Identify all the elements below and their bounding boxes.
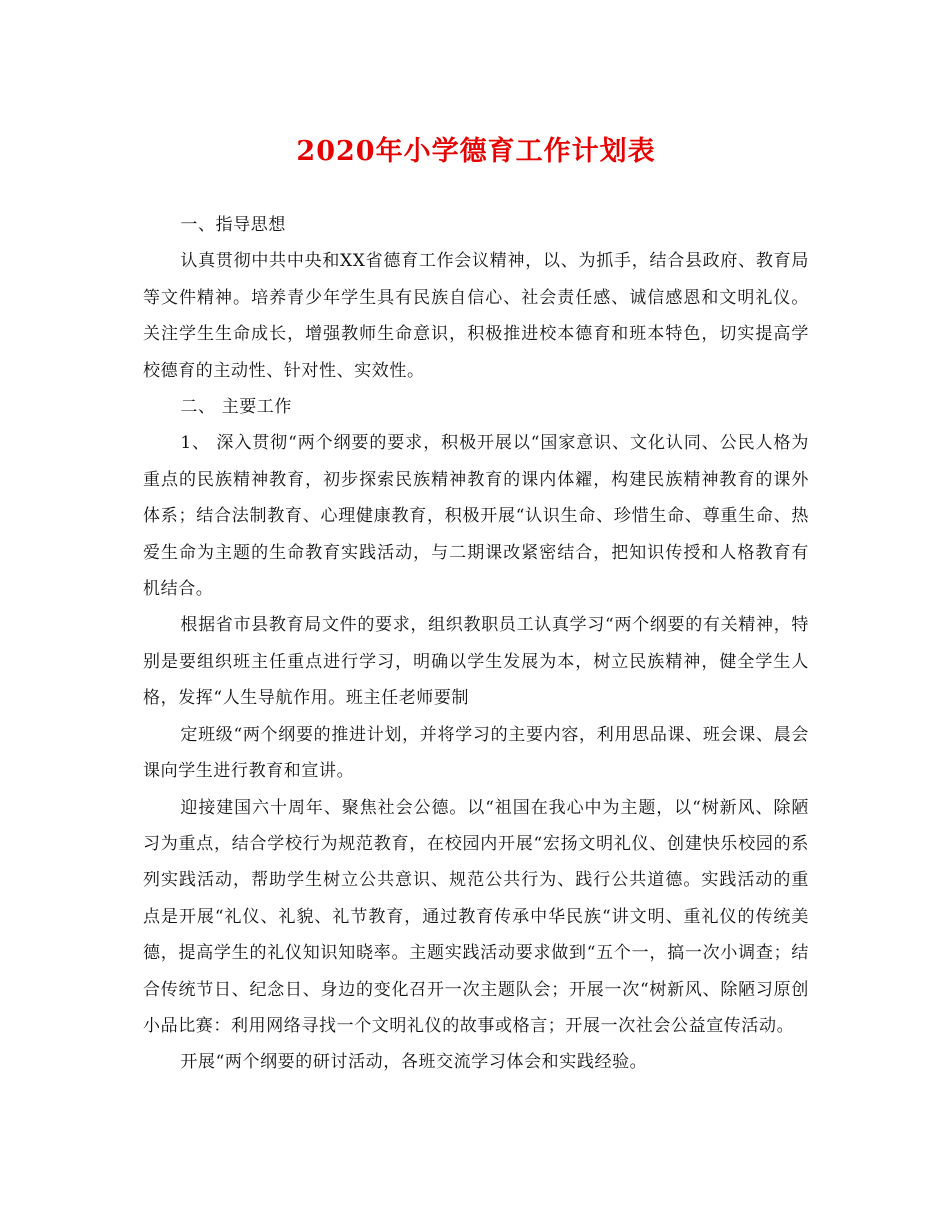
- paragraph: 1、 深入贯彻“两个纲要的要求，积极开展以“国家意识、文化认同、公民人格为重点的民族精神教育，初步探索民族精神教育的课内体糴，构建民族精神教育的课外体系；结合法制教育、心理健康教育，积极开展“认识生命、珍惜生命、尊重生命、热爱生命为主题的生命教育实践活动，与二期课改紧密结合，把知识传授和人格教育有机结合。: [143, 433, 809, 600]
- document-body: [143, 207, 809, 1081]
- section-heading-guiding-thought: 一、指导思想: [180, 215, 286, 235]
- document-title: 2020年小学德育工作计划表: [296, 136, 656, 167]
- paragraph: 定班级“两个纲要的推进计划，并将学习的主要内容，利用思品课、班会课、晨会课向学生进行教育和宣讲。: [143, 724, 809, 782]
- paragraph: 迎接建国六十周年、聚焦社会公德。以“祖国在我心中为主题，以“树新风、除陋习为重点，结合学校行为规范教育，在校园内开展“宏扬文明礼仪、创建快乐校园的系列实践活动，帮助学生树立公共意识、规范公共行为、践行公共道德。实践活动的重点是开展“礼仪、礼貌、礼节教育，通过教育传承中华民族“讲文明、重礼仪的传统美德，提高学生的礼仪知识知晓率。主题实践活动要求做到“五个一，搞一次小调查；结合传统节日、纪念日、身边的变化召开一次主题队会；开展一次“树新风、除陋习原创小品比赛：利用网络寻找一个文明礼仪的故事或格言；开展一次社会公益宣传活动。: [143, 797, 809, 1036]
- paragraph: 开展“两个纲要的研讨活动，各班交流学习体会和实践经验。: [180, 1052, 648, 1073]
- paragraph: 认真贯彻中共中央和XX省德育工作会议精神，以、为抓手，结合县政府、教育局等文件精神。培养青少年学生具有民族自信心、社会责任感、诚信感恩和文明礼仪。关注学生生命成长，增强教师生命意识，积极推进校本德育和班本特色，切实提高学校德育的主动性、针对性、实效性。: [143, 251, 809, 381]
- paragraph: 根据省市县教育局文件的要求，组织教职员工认真学习“两个纲要的有关精神，特别是要组织班主任重点进行学习，明确以学生发展为本，树立民族精神，健全学生人格，发挥“人生导航作用。班主任老师要制: [143, 615, 809, 709]
- section-heading-main-work: 二、 主要工作: [180, 397, 292, 418]
